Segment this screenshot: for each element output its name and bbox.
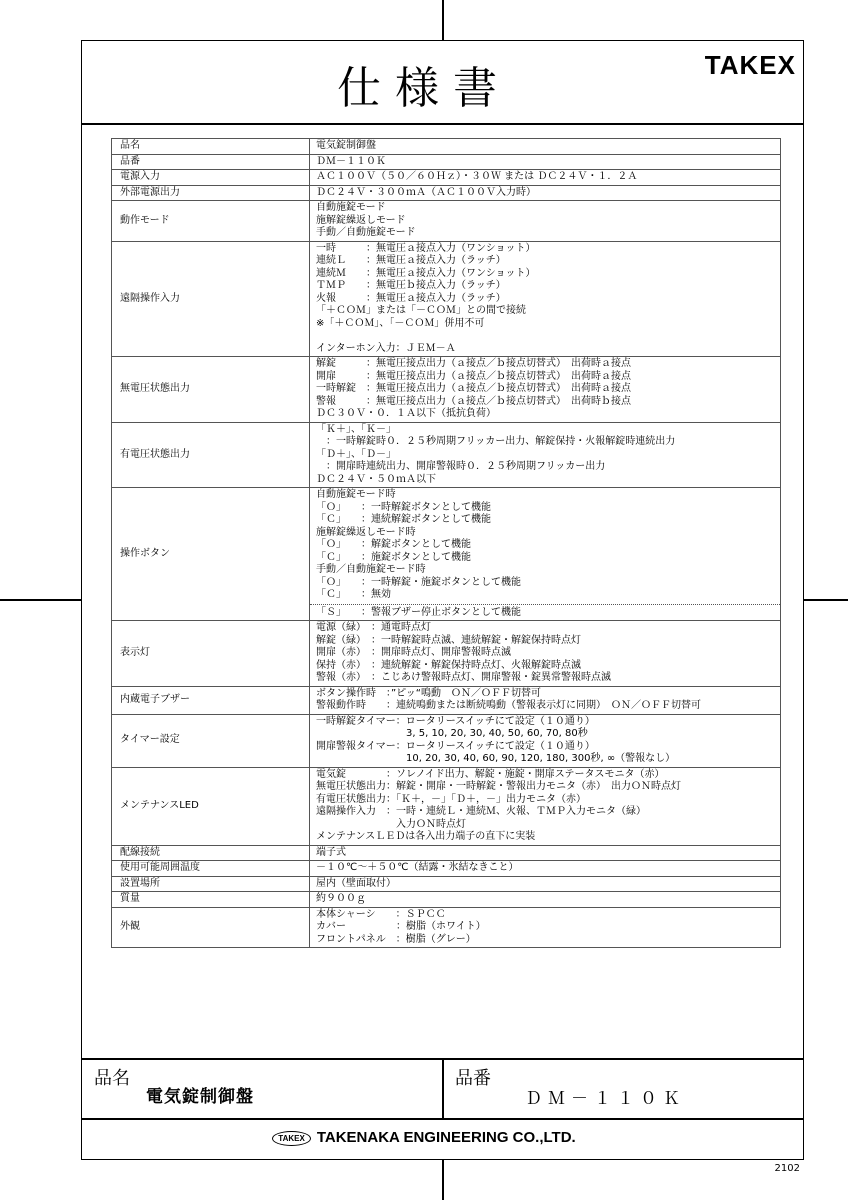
spec-value <box>310 686 781 714</box>
spec-value-text: ＤＣ２４Ｖ・３００ｍＡ（ＡＣ１００Ｖ入力時） <box>316 186 536 198</box>
crop-mark-bottom <box>442 1160 444 1200</box>
spec-row <box>112 422 781 488</box>
spec-label: 有電圧状態出力 <box>112 422 310 488</box>
spec-label: 品番 <box>112 154 310 170</box>
spec-label: 操作ボタン <box>112 488 310 621</box>
spec-value-text: 屋内（壁面取付） <box>316 877 396 889</box>
spec-row <box>112 861 781 877</box>
company-name-block <box>0 1129 848 1146</box>
spec-value <box>310 767 781 845</box>
spec-value-text: 本体シャーシ ：ＳＰＣＣ カバー ：樹脂（ホワイト） フロントパネル ：樹脂（グレー） <box>316 908 486 945</box>
product-name-value: 電気錠制御盤 <box>146 1087 254 1107</box>
spec-value <box>310 422 781 488</box>
spec-value <box>310 139 781 155</box>
spec-row <box>112 767 781 845</box>
spec-value-text: ＡＣ１００Ｖ（５０／６０Ｈｚ）・３０Ｗ または ＤＣ２４Ｖ・１．２Ａ <box>316 171 638 182</box>
spec-value-text: 電源（緑） ：通電時点灯 解錠（緑） ：一時解錠時点滅、連続解錠・解錠保持時点灯 開扉（赤） ：開扉時点灯、開扉警報時点滅 保持（赤） ：連続解錠・解錠保持時点灯、火報解錠時点滅 警報（赤） ：こじあけ警報時点灯、開扉警報・錠異常警報時点滅 <box>316 622 611 683</box>
spec-row <box>112 892 781 908</box>
spec-label: 遠隔操作入力 <box>112 241 310 357</box>
spec-value <box>310 892 781 908</box>
spec-value-text: 解錠 ：無電圧接点出力（ａ接点／ｂ接点切替式） 出荷時ａ接点 開扉 ：無電圧接点出力（ａ接点／ｂ接点切替式） 出荷時ａ接点 一時解錠 ：無電圧接点出力（ａ接点／ｂ接点切替式） 出荷時ａ接点 警報 ：無電圧接点出力（ａ接点／ｂ接点切替式） 出荷時ｂ接点 ＤＣ３０Ｖ・０．１Ａ以下（抵抗負荷） <box>316 358 631 419</box>
spec-label: 内蔵電子ブザー <box>112 686 310 714</box>
spec-value <box>310 201 781 242</box>
spec-value-text: 自動施錠モード時 「Ｏ」 ：一時解錠ボタンとして機能 「Ｃ」 ：連続解錠ボタンとして機能 施解錠繰返しモード時 「Ｏ」 ：解錠ボタンとして機能 「Ｃ」 ：施錠ボタンとして機能 手動／自動施錠モード時 「Ｏ」 ：一時解錠・施錠ボタンとして機能 「Ｃ」 ：無効 <box>316 489 521 600</box>
spec-value-text: ボタン操作時 ：”ピッ“鳴動 ＯＮ／ＯＦＦ切替可 警報動作時 ：連続鳴動または断続鳴動（警報表示灯に同期） ＯＮ／ＯＦＦ切替可 <box>316 687 701 711</box>
spec-label: 無電圧状態出力 <box>112 357 310 423</box>
spec-value-text: 電気錠 ：ソレノイド出力、解錠・施錠・開扉ステータスモニタ（赤） 無電圧状態出力：解錠・開扉・一時解錠・警報出力モニタ（赤） 出力ＯＮ時点灯 有電圧状態出力：「Ｋ＋，－」「Ｄ＋，－」出力モニタ（赤） 遠隔操作入力 ：一時・連続Ｌ・連続Ｍ、火報、ＴＭＰ入力モニタ（緑） 入力ＯＮ時点灯 メンテナンスＬＥＤは各入出力端子の直下に実装 <box>316 768 681 842</box>
spec-label: 電源入力 <box>112 170 310 186</box>
spec-value-text: 一時 ：無電圧ａ接点入力（ワンショット） 連続Ｌ ：無電圧ａ接点入力（ラッチ） 連続Ｍ ：無電圧ａ接点入力（ワンショット） ＴＭＰ ：無電圧ｂ接点入力（ラッチ） 火報 ：無電圧ａ接点入力（ラッチ） 「＋ＣＯＭ」または「－ＣＯＭ」との間で接続 ※「＋ＣＯＭ」、「－ＣＯＭ」併用不可 インターホン入力：ＪＥＭ－Ａ <box>316 242 536 354</box>
spec-row <box>112 876 781 892</box>
spec-row <box>112 621 781 687</box>
spec-value-extra: 「Ｓ」 ：警報ブザー停止ボタンとして機能 <box>310 604 780 620</box>
spec-value-text: ＤＭ－１１０Ｋ <box>316 155 386 167</box>
spec-value <box>310 876 781 892</box>
product-number-value: ＤＭ－１１０Ｋ <box>525 1089 686 1109</box>
spec-value <box>310 154 781 170</box>
crop-mark-right <box>804 599 848 601</box>
spec-value-text: 端子式 <box>316 846 346 858</box>
spec-value <box>310 241 781 357</box>
spec-value <box>310 357 781 423</box>
product-name-label: 品名 <box>94 1068 130 1089</box>
footer-divider-bottom <box>81 1118 804 1120</box>
spec-value <box>310 170 781 186</box>
spec-value <box>310 621 781 687</box>
footer-divider-mid <box>442 1058 444 1118</box>
spec-label: メンテナンスLED <box>112 767 310 845</box>
document-number: 2102 <box>774 1163 800 1174</box>
spec-label: 設置場所 <box>112 876 310 892</box>
spec-value-text: －１０℃～＋５０℃（結露・氷結なきこと） <box>316 862 519 873</box>
spec-row <box>112 170 781 186</box>
spec-row <box>112 241 781 357</box>
spec-label: 表示灯 <box>112 621 310 687</box>
crop-mark-left <box>0 599 81 601</box>
spec-label: 使用可能周囲温度 <box>112 861 310 877</box>
spec-row <box>112 907 781 948</box>
spec-value <box>310 488 781 621</box>
company-logo-icon: TAKEX <box>272 1131 311 1146</box>
crop-mark-top <box>442 0 444 40</box>
spec-value-text: 自動施錠モード 施解錠繰返しモード 手動／自動施錠モード <box>316 202 416 238</box>
spec-row <box>112 185 781 201</box>
spec-row <box>112 201 781 242</box>
spec-value <box>310 845 781 861</box>
header-divider <box>81 123 804 125</box>
spec-label: 質量 <box>112 892 310 908</box>
spec-label: 外観 <box>112 907 310 948</box>
spec-row <box>112 845 781 861</box>
spec-label: 外部電源出力 <box>112 185 310 201</box>
page-title: 仕様書 <box>337 63 511 114</box>
spec-row <box>112 488 781 621</box>
company-name: TAKENAKA ENGINEERING CO.,LTD. <box>316 1129 576 1146</box>
spec-label: 品名 <box>112 139 310 155</box>
spec-value-text: 約９００ｇ <box>316 893 366 904</box>
spec-row <box>112 154 781 170</box>
spec-value-text: 「Ｋ＋」、「Ｋ－」 ：一時解錠時０．２５秒周期フリッカー出力、解錠保持・火報解錠時連続出力 「Ｄ＋」、「Ｄ－」 ：開扉時連続出力、開扉警報時０．２５秒周期フリッカー出力 ＤＣ２４Ｖ・５０ｍＡ以下 <box>316 423 676 485</box>
product-number-label: 品番 <box>455 1068 491 1089</box>
spec-label: 動作モード <box>112 201 310 242</box>
spec-value <box>310 185 781 201</box>
spec-value <box>310 714 781 767</box>
spec-row <box>112 714 781 767</box>
spec-label: タイマー設定 <box>112 714 310 767</box>
spec-row <box>112 139 781 155</box>
spec-row <box>112 357 781 423</box>
brand-logo: TAKEX <box>704 50 796 80</box>
spec-table <box>111 138 781 948</box>
spec-value-text: 一時解錠タイマー：ロータリースイッチにて設定（１０通り） 3, 5, 10, 20, 30, 40, 50, 60, 70, 80秒 開扉警報タイマー：ロータリースイッチにて設定（１０通り） 10, 20, 30, 40, 60, 90, 120, 180, 300秒, ∞（警報なし） <box>316 715 676 764</box>
spec-value <box>310 907 781 948</box>
spec-label: 配線接続 <box>112 845 310 861</box>
spec-value <box>310 861 781 877</box>
spec-value-text: 電気錠制御盤 <box>316 140 376 151</box>
spec-row <box>112 686 781 714</box>
